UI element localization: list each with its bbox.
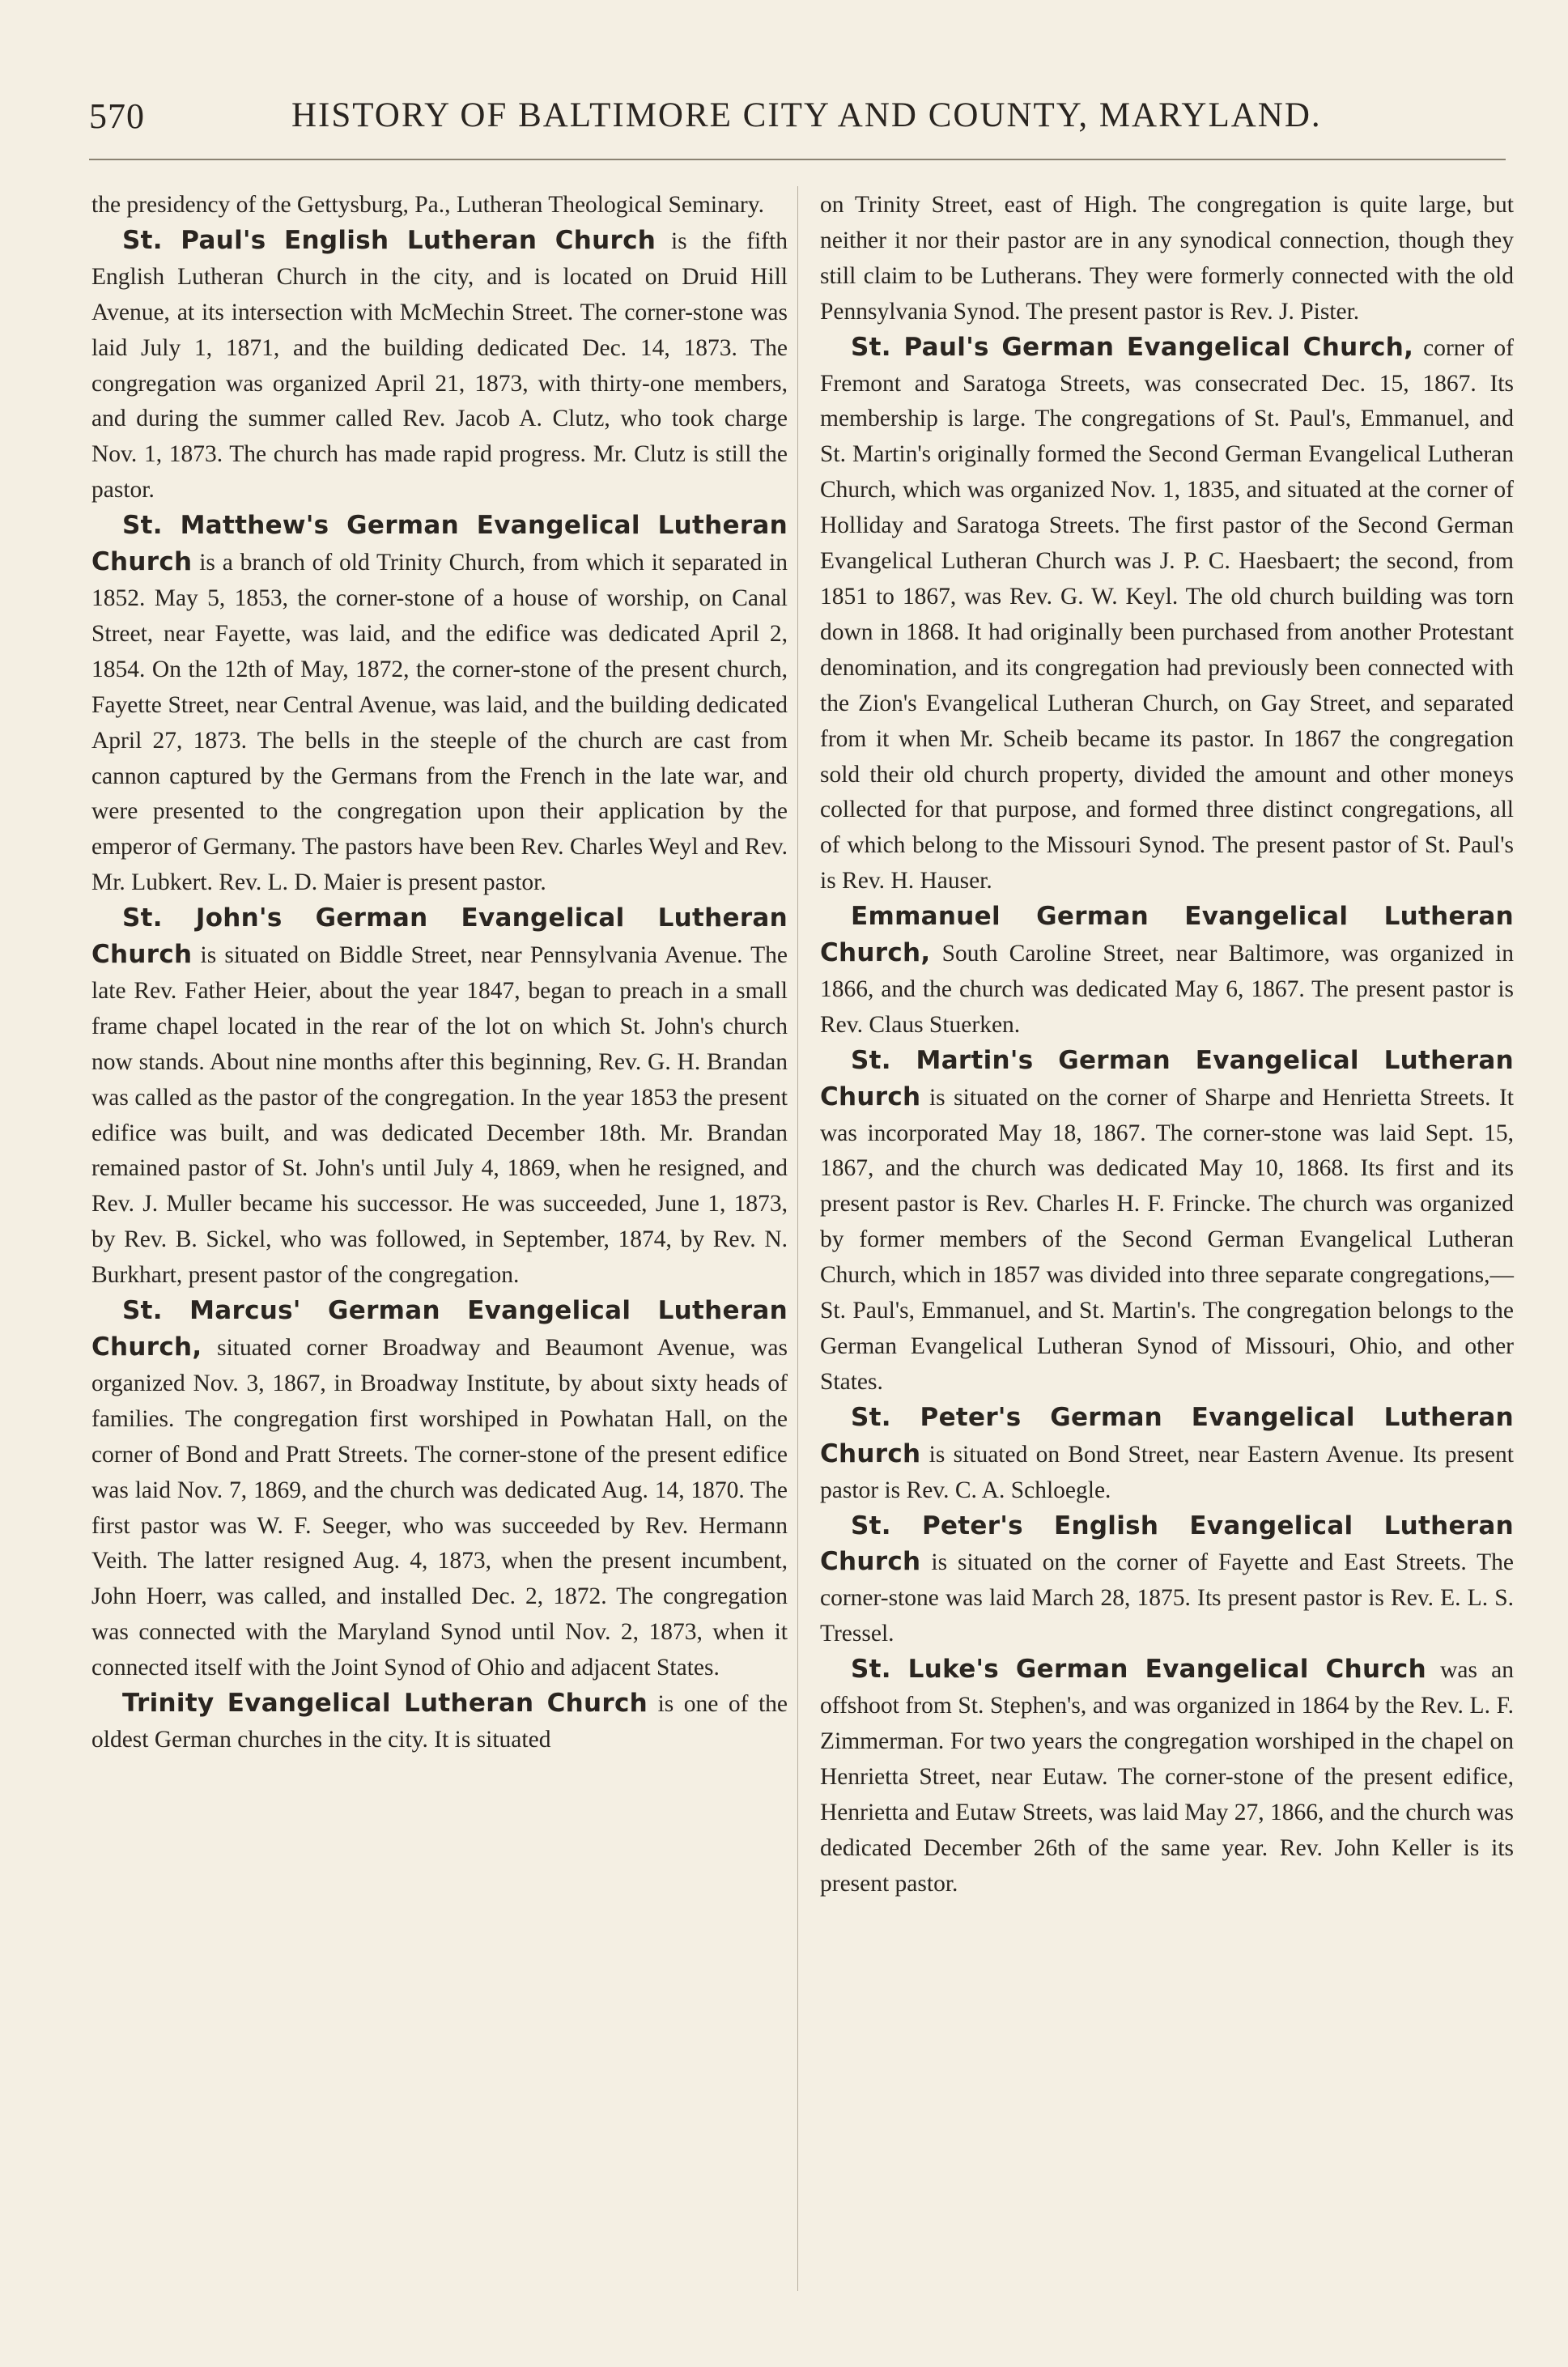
entry-heading: St. Martin's German Evangelical Lutheran Church xyxy=(820,1045,1514,1111)
paragraph-text: is one of the oldest German churches in the city. It is situated xyxy=(91,1691,788,1753)
paragraph xyxy=(820,899,1514,1043)
paragraph-text: on Trinity Street, east of High. The congregation is quite large, but neither it nor their pastor are in any synodical connection, though they still claim to be Lutherans. They were formerly connected with the old Pennsylvania Synod. The present pastor is Rev. J. Pister. xyxy=(820,192,1514,325)
paragraph xyxy=(820,1652,1514,1902)
paragraph-text: corner of Fremont and Saratoga Streets, was consecrated Dec. 15, 1867. Its membership is large. The congregations of St. Paul's, Emmanuel, and St. Martin's originally formed the Second German Evangelical Lutheran Church, which was organized Nov. 1, 1835, and situated at the corner of Holliday and Saratoga Streets. The first pastor of the Second German Evangelical Lutheran Church was J. P. C. Haesbaert; the second, from 1851 to 1867, was Rev. G. W. Keyl. The old church building was torn down in 1868. It had originally been purchased from another Protestant denomination, and its congregation had previously been connected with the Zion's Evangelical Lutheran Church, on Gay Street, and separated from it when Mr. Scheib became its pastor. In 1867 the congregation sold their old church property, divided the amount and other moneys collected for that purpose, and formed three distinct congregations, all of which belong to the Missouri Synod. The present pastor of St. Paul's is Rev. H. Hauser. xyxy=(820,334,1514,895)
paragraph-text: is situated on the corner of Fayette and East Streets. The corner-stone was laid March 28, 1875. Its present pastor is Rev. E. L. S. Tressel. xyxy=(820,1549,1514,1647)
entry-heading: Trinity Evangelical Lutheran Church xyxy=(122,1689,648,1719)
entry-heading: Emmanuel German Evangelical Lutheran Church, xyxy=(820,902,1514,968)
paragraph xyxy=(820,1509,1514,1653)
right-column xyxy=(820,188,1514,1902)
paragraph xyxy=(91,901,788,1294)
entry-heading: St. Paul's English Lutheran Church xyxy=(122,225,657,255)
entry-heading: St. John's German Evangelical Lutheran Church xyxy=(91,903,788,970)
column-divider xyxy=(797,186,798,2291)
paragraph-text: is situated on Bond Street, near Eastern Avenue. Its present pastor is Rev. C. A. Schloegle. xyxy=(820,1441,1514,1503)
paragraph-text: is a branch of old Trinity Church, from which it separated in 1852. May 5, 1853, the corner-stone of a house of worship, on Canal Street, near Fayette, was laid, and the edifice was dedicated April 2, 1854. On the 12th of May, 1872, the corner-stone of the present church, Fayette Street, near Central Avenue, was laid, and the building dedicated April 27, 1873. The bells in the steeple of the church are cast from cannon captured by the Germans from the French in the late war, and were presented to the congregation upon their application by the emperor of Germany. The pastors have been Rev. Charles Weyl and Rev. Mr. Lubkert. Rev. L. D. Maier is present pastor. xyxy=(91,550,788,896)
entry-heading: St. Paul's German Evangelical Church, xyxy=(851,332,1414,362)
entry-heading: St. Matthew's German Evangelical Lutheran Church xyxy=(91,511,788,577)
paragraph xyxy=(91,223,788,508)
entry-heading: St. Peter's German Evangelical Lutheran Church xyxy=(820,1402,1514,1468)
paragraph xyxy=(91,188,788,223)
entry-heading: St. Peter's English Evangelical Lutheran Church xyxy=(820,1511,1514,1577)
paragraph xyxy=(820,188,1514,330)
page-number: 570 xyxy=(89,96,145,136)
paragraph xyxy=(820,1400,1514,1509)
paragraph-text: is situated on the corner of Sharpe and Henrietta Streets. It was incorporated May 18, 1867. The corner-stone was laid Sept. 15, 1867, and the church was dedicated May 10, 1868. Its first and its present pastor is Rev. Charles H. F. Frincke. The church was organized by former members of the Second German Evangelical Lutheran Church, which in 1857 was divided into three separate congregations,— St. Paul's, Emmanuel, and St. Martin's. The congregation belongs to the German Evangelical Lutheran Synod of Missouri, Ohio, and other States. xyxy=(820,1084,1514,1395)
paragraph xyxy=(91,1686,788,1758)
paragraph xyxy=(820,1043,1514,1400)
paragraph-text: is situated on Biddle Street, near Pennsylvania Avenue. The late Rev. Father Heier, about the year 1847, began to preach in a small frame chapel located in the rear of the lot on which St. John's church now stands. About nine months after this beginning, Rev. G. H. Brandan was called as the pastor of the congregation. In the year 1853 the present edifice was built, and was dedicated December 18th. Mr. Brandan remained pastor of St. John's until July 4, 1869, when he resigned, and Rev. J. Muller became his successor. He was succeeded, June 1, 1873, by Rev. B. Sickel, who was followed, in September, 1874, by Rev. N. Burkhart, present pastor of the congregation. xyxy=(91,942,788,1289)
header-rule xyxy=(89,159,1506,160)
paragraph-text: situated corner Broadway and Beaumont Avenue, was organized Nov. 3, 1867, in Broadway Institute, by about sixty heads of families. The congregation first worshiped in Powhatan Hall, on the corner of Bond and Pratt Streets. The corner-stone of the present edifice was laid Nov. 7, 1869, and the church was dedicated Aug. 14, 1870. The first pastor was W. F. Seeger, who was succeeded by Rev. Hermann Veith. The latter resigned Aug. 4, 1873, when the present incumbent, John Hoerr, was called, and installed Dec. 2, 1872. The congregation was connected with the Maryland Synod until Nov. 2, 1873, when it connected itself with the Joint Synod of Ohio and adjacent States. xyxy=(91,1335,788,1681)
paragraph-text: the presidency of the Gettysburg, Pa., Lutheran Theological Seminary. xyxy=(91,192,764,218)
entry-heading: St. Marcus' German Evangelical Lutheran Church, xyxy=(91,1296,788,1362)
paragraph-text: is the fifth English Lutheran Church in the city, and is located on Druid Hill Avenue, at its intersection with McMechin Street. The corner-stone was laid July 1, 1871, and the building dedicated Dec. 14, 1873. The congregation was organized April 21, 1873, with thirty-one members, and during the summer called Rev. Jacob A. Clutz, who took charge Nov. 1, 1873. The church has made rapid progress. Mr. Clutz is still the pastor. xyxy=(91,227,788,504)
running-title: HISTORY OF BALTIMORE CITY AND COUNTY, MARYLAND. xyxy=(291,96,1322,134)
entry-heading: St. Luke's German Evangelical Church xyxy=(851,1655,1426,1685)
paragraph xyxy=(91,508,788,901)
paragraph xyxy=(91,1294,788,1686)
paragraph-text: South Caroline Street, near Baltimore, was organized in 1866, and the church was dedicated May 6, 1867. The present pastor is Rev. Claus Stuerken. xyxy=(820,941,1514,1038)
paragraph xyxy=(820,330,1514,900)
page-header xyxy=(89,96,1506,152)
paragraph-text: was an offshoot from St. Stephen's, and was organized in 1864 by the Rev. L. F. Zimmerman. For two years the congregation worshiped in the chapel on Henrietta Street, near Eutaw. The corner-stone of the present edifice, Henrietta and Eutaw Streets, was laid May 27, 1866, and the church was dedicated December 26th of the same year. Rev. John Keller is its present pastor. xyxy=(820,1657,1514,1897)
left-column xyxy=(91,188,788,1758)
